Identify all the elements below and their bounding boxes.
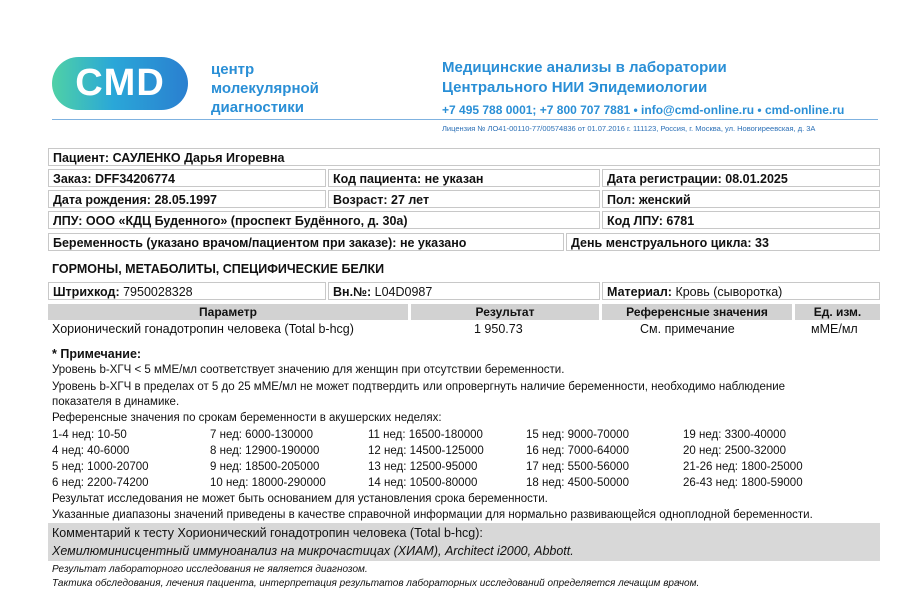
material-cell [602,282,880,300]
week-range: 4 нед: 40-6000 [52,445,130,457]
cmd-logo [52,57,188,110]
week-range: 5 нед: 1000-20700 [52,461,149,473]
footer-disclaimer: Результат лабораторного исследования не является диагнозом. [52,564,368,575]
cycle-day-cell [566,233,880,251]
lab-title-line: Центрального НИИ Эпидемиологии [442,79,708,96]
label: Штрихкод: [53,285,120,299]
footer-disclaimer: Тактика обследования, лечения пациента, интерпретация результатов лабораторных исследований определяется лечащим врачом. [52,578,700,589]
week-range: 8 нед: 12900-190000 [210,445,320,457]
note-line: Уровень b-ХГЧ < 5 мМЕ/мл соответствует значению для женщин при отсутствии беременности. [52,364,565,376]
lab-title-line: Медицинские анализы в лаборатории [442,59,727,76]
note-line: Результат исследования не может быть основанием для установления срока беременности. [52,493,548,505]
label: Пациент: [53,151,110,165]
order-number: DFF34206774 [95,172,175,186]
week-range: 15 нед: 9000-70000 [526,429,629,441]
week-range: 20 нед: 2500-32000 [683,445,786,457]
result-unit: мМЕ/мл [811,322,858,336]
lpu-code-cell [602,211,880,229]
order-cell [48,169,326,187]
label: Код ЛПУ: [607,214,663,228]
pregnancy-cell [48,233,564,251]
column-header-unit: Ед. изм. [795,304,880,320]
barcode: 7950028328 [123,285,193,299]
result-reference: См. примечание [640,322,735,336]
week-range: 12 нед: 14500-125000 [368,445,484,457]
week-range: 7 нед: 6000-130000 [210,429,313,441]
patient-name: САУЛЕНКО Дарья Игоревна [112,151,285,165]
week-range: 16 нед: 7000-64000 [526,445,629,457]
lpu-cell [48,211,600,229]
label: ЛПУ: [53,214,83,228]
week-range: 17 нед: 5500-56000 [526,461,629,473]
week-range: 26-43 нед: 1800-59000 [683,477,803,489]
brand-line: диагностики [211,99,304,116]
internal-number: L04D0987 [374,285,433,299]
week-range: 9 нед: 18500-205000 [210,461,320,473]
label: Код пациента: [333,172,422,186]
brand-line: центр [211,61,255,78]
column-header-reference: Референсные значения [602,304,792,320]
label: Дата рождения: [53,193,151,207]
sex-cell [602,190,880,208]
note-title: * Примечание: [52,347,142,361]
label: Возраст: [333,193,388,207]
sex: женский [638,193,691,207]
note-line: Уровень b-ХГЧ в пределах от 5 до 25 мМЕ/мл не может подтвердить или опровергнуть наличие беременности, необходимо наблюдение [52,381,786,393]
license-text: Лицензия № ЛО41-00110-77/00574836 от 01.07.2016 г. 111123, Россия, г. Москва, ул. Новогиреевская, д. 3А [442,124,816,133]
week-range: 13 нед: 12500-95000 [368,461,478,473]
week-range: 21-26 нед: 1800-25000 [683,461,803,473]
barcode-cell [48,282,326,300]
comment-title: Комментарий к тесту Хорионический гонадотропин человека (Total b-hcg): [52,526,483,540]
brand-line: молекулярной [211,80,319,97]
column-header-result: Результат [411,304,599,320]
registration-date: 08.01.2025 [725,172,788,186]
section-title: ГОРМОНЫ, МЕТАБОЛИТЫ, СПЕЦИФИЧЕСКИЕ БЕЛКИ [52,262,385,276]
result-value: 1 950.73 [474,322,523,336]
week-range: 11 нед: 16500-180000 [368,429,483,441]
lab-contacts: +7 495 788 0001; +7 800 707 7881 • info@cmd-online.ru • cmd-online.ru [442,103,845,117]
week-range: 10 нед: 18000-290000 [210,477,326,489]
week-range: 14 нед: 10500-80000 [368,477,478,489]
label: День менструального цикла: [571,236,752,250]
week-range: 19 нед: 3300-40000 [683,429,786,441]
material: Кровь (сыворотка) [675,285,783,299]
header-divider [52,119,878,120]
brand-name [211,60,319,117]
lab-info [442,58,844,120]
note-line: показателя в динамике. [52,396,180,408]
label: Материал: [607,285,672,299]
registration-date-cell [602,169,880,187]
note-line: Указанные диапазоны значений приведены в качестве справочной информации для нормально развивающейся одноплодной беременности. [52,509,813,521]
logo-text: CMD [75,62,165,104]
pregnancy-status: не указано [399,236,467,250]
week-range: 1-4 нед: 10-50 [52,429,127,441]
cycle-day: 33 [755,236,769,250]
age-cell [328,190,600,208]
week-range: 6 нед: 2200-74200 [52,477,149,489]
label: Пол: [607,193,636,207]
comment-method: Хемилюминисцентный иммуноанализ на микрочастицах (ХИАМ), Architect i2000, Abbott. [52,544,574,558]
birth-date-cell [48,190,326,208]
patient-name-row [48,148,880,166]
patient-code: не указан [424,172,484,186]
label: Заказ: [53,172,92,186]
result-parameter: Хорионический гонадотропин человека (Total b-hcg) [52,322,354,336]
patient-code-cell [328,169,600,187]
birth-date: 28.05.1997 [154,193,217,207]
week-range: 18 нед: 4500-50000 [526,477,629,489]
column-header-parameter: Параметр [48,304,408,320]
note-line: Референсные значения по срокам беременности в акушерских неделях: [52,412,442,424]
label: Дата регистрации: [607,172,722,186]
lpu-code: 6781 [666,214,695,228]
label: Беременность (указано врачом/пациентом при заказе): [53,236,397,250]
internal-number-cell [328,282,600,300]
age: 27 лет [391,193,430,207]
lpu-name: ООО «КДЦ Буденного» (проспект Будённого, д. 30а) [85,214,408,228]
label: Вн.№: [333,285,372,299]
